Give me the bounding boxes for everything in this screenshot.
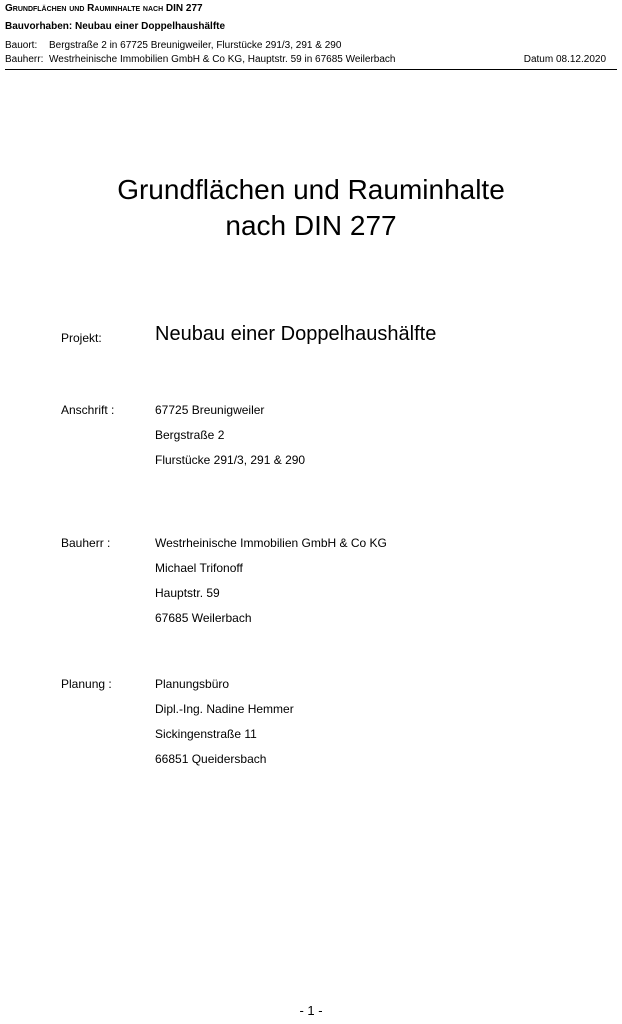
header-bauort-row [5,40,341,51]
planung-label: Planung : [61,677,112,691]
header-bauort-value: Bergstraße 2 in 67725 Breunigweiler, Flurstücke 291/3, 291 & 290 [49,40,342,51]
projekt-label: Projekt: [61,331,102,345]
page-title [0,172,622,244]
page-number: - 1 - [299,1003,323,1018]
bauherr-line-1: Westrheinische Immobilien GmbH & Co KG [155,536,387,550]
bauherr-label: Bauherr : [61,536,111,550]
header-date: Datum 08.12.2020 [523,54,606,65]
anschrift-line-1: 67725 Breunigweiler [155,403,265,417]
header-bauherr-label: Bauherr: [5,54,44,65]
planung-line-3: Sickingenstraße 11 [155,727,257,741]
bauherr-line-4: 67685 Weilerbach [155,611,252,625]
header-bauvorhaben: Bauvorhaben: Neubau einer Doppelhaushälfte [5,21,226,32]
anschrift-line-3: Flurstücke 291/3, 291 & 290 [155,453,306,467]
bauherr-line-3: Hauptstr. 59 [155,586,220,600]
header-bauherr-row [5,54,395,65]
header-bauherr-value: Westrheinische Immobilien GmbH & Co KG, Hauptstr. 59 in 67685 Weilerbach [49,54,396,65]
planung-line-4: 66851 Queidersbach [155,752,267,766]
planung-line-2: Dipl.-Ing. Nadine Hemmer [155,702,294,716]
header-document-title: Grundflächen und Rauminhalte nach DIN 277 [5,3,203,14]
page-title-line-2: nach DIN 277 [225,210,397,241]
bauherr-line-2: Michael Trifonoff [155,561,243,575]
planung-line-1: Planungsbüro [155,677,230,691]
page-title-line-1: Grundflächen und Rauminhalte [117,174,505,205]
header-bauort-label: Bauort: [5,40,38,51]
anschrift-label: Anschrift : [61,403,115,417]
projekt-value: Neubau einer Doppelhaushälfte [155,323,437,345]
header-divider [5,69,617,70]
anschrift-line-2: Bergstraße 2 [155,428,225,442]
